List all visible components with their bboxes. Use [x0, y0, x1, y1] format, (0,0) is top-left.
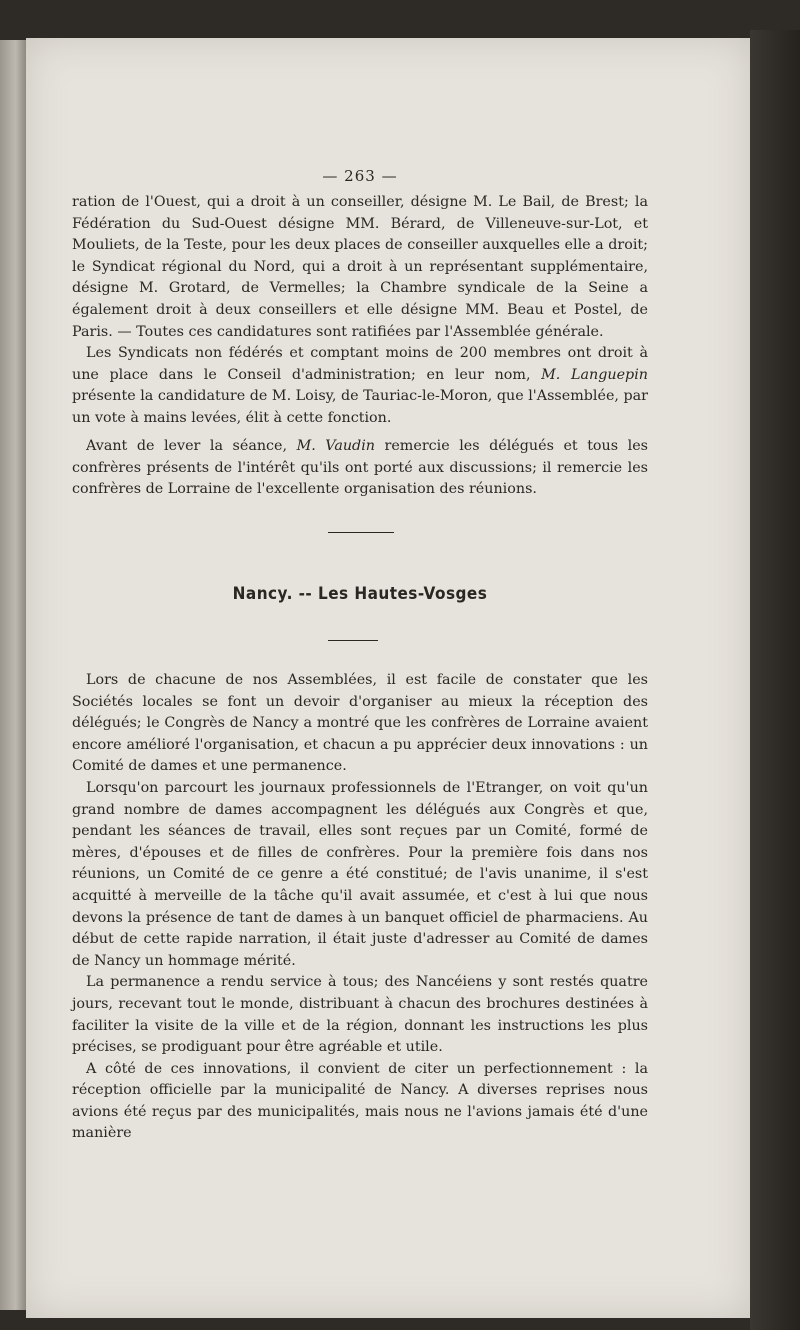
section-paragraph: A côté de ces innovations, il convient de citer un perfectionnement : la réception officielle par la municipalité de Nancy. A diverses reprises nous avions été reçus par des municipalités, mais nous ne l'avions jamais été d'une manière: [72, 1060, 648, 1142]
section-divider-top: [328, 532, 394, 533]
scan-background-edge: [750, 30, 800, 1330]
paragraph-syndicats-after: présente la candidature de M. Loisy, de Tauriac-le-Moron, que l'Assemblée, par un vote à mains levées, élit à cette fonction.: [72, 388, 649, 426]
paragraph-closing: [72, 436, 648, 501]
paragraph-closing-before: Avant de lever la séance,: [86, 438, 297, 454]
speaker-name-languepin: M. Languepin: [541, 366, 648, 383]
paragraph-closing-after: remercie les délégués et tous les confrères présents de l'intérêt qu'ils ont porté aux discussions; il remercie les confrères de Lorraine de l'excellente organisation des réunions.: [72, 438, 648, 498]
paragraph-syndicats-before: Les Syndicats non fédérés et comptant moins de 200 membres ont droit à une place dans le Conseil d'administration; en leur nom,: [72, 345, 648, 383]
text-block-closing: [72, 436, 648, 501]
section-paragraph: Lors de chacune de nos Assemblées, il est facile de constater que les Sociétés locales se font un devoir d'organiser au mieux la réception des délégués; le Congrès de Nancy a montré que les confrères de Lorraine avaient encore amélioré l'organisation, et chacun a pu apprécier deux innovations : un Comité de dames et une permanence.: [72, 672, 648, 775]
paragraph-continuation: ration de l'Ouest, qui a droit à un conseiller, désigne M. Le Bail, de Brest; la Fédération du Sud-Ouest désigne MM. Bérard, de Villeneuve-sur-Lot, et Mouliets, de la Teste, pour les deux places de conseiller auxquelles elle a droit; le Syndicat régional du Nord, qui a droit à un représentant supplémentaire, désigne M. Grotard, de Vermelles; la Chambre syndicale de la Seine a également droit à deux conseillers et elle désigne MM. Beau et Postel, de Paris. — Toutes ces candidatures sont ratifiées par l'Assemblée générale.: [72, 194, 648, 340]
speaker-name-vaudin: M. Vaudin: [296, 438, 375, 454]
paragraph-syndicats: [72, 343, 648, 429]
previous-page-edge: [0, 40, 26, 1310]
text-block-top: [72, 192, 648, 430]
section-title: Nancy. -- Les Hautes-Vosges: [232, 584, 488, 604]
section-divider-bottom: [328, 640, 378, 641]
page-number: — 263 —: [322, 167, 398, 185]
book-page: [26, 38, 750, 1318]
section-paragraph: La permanence a rendu service à tous; des Nancéiens y sont restés quatre jours, recevant tout le monde, distribuant à chacun des brochures destinées à faciliter la visite de la ville et de la région, donnant les instructions les plus précises, se prodiguant pour être agréable et utile.: [72, 974, 648, 1056]
section-body: [72, 670, 648, 1145]
section-paragraph: Lorsqu'on parcourt les journaux professionnels de l'Etranger, on voit qu'un grand nombre de dames accompagnent les délégués aux Congrès et que, pendant les séances de travail, elles sont reçues par un Comité, formé de mères, d'épouses et de filles de confrères. Pour la première fois dans nos réunions, un Comité de ce genre a été constitué; de l'avis unanime, il s'est acquitté à merveille de la tâche qu'il avait assumée, et c'est à lui que nous devons la présence de tant de dames à un banquet officiel de pharmaciens. Au début de cette rapide narration, il était juste d'adresser au Comité de dames de Nancy un hommage mérité.: [72, 779, 648, 969]
